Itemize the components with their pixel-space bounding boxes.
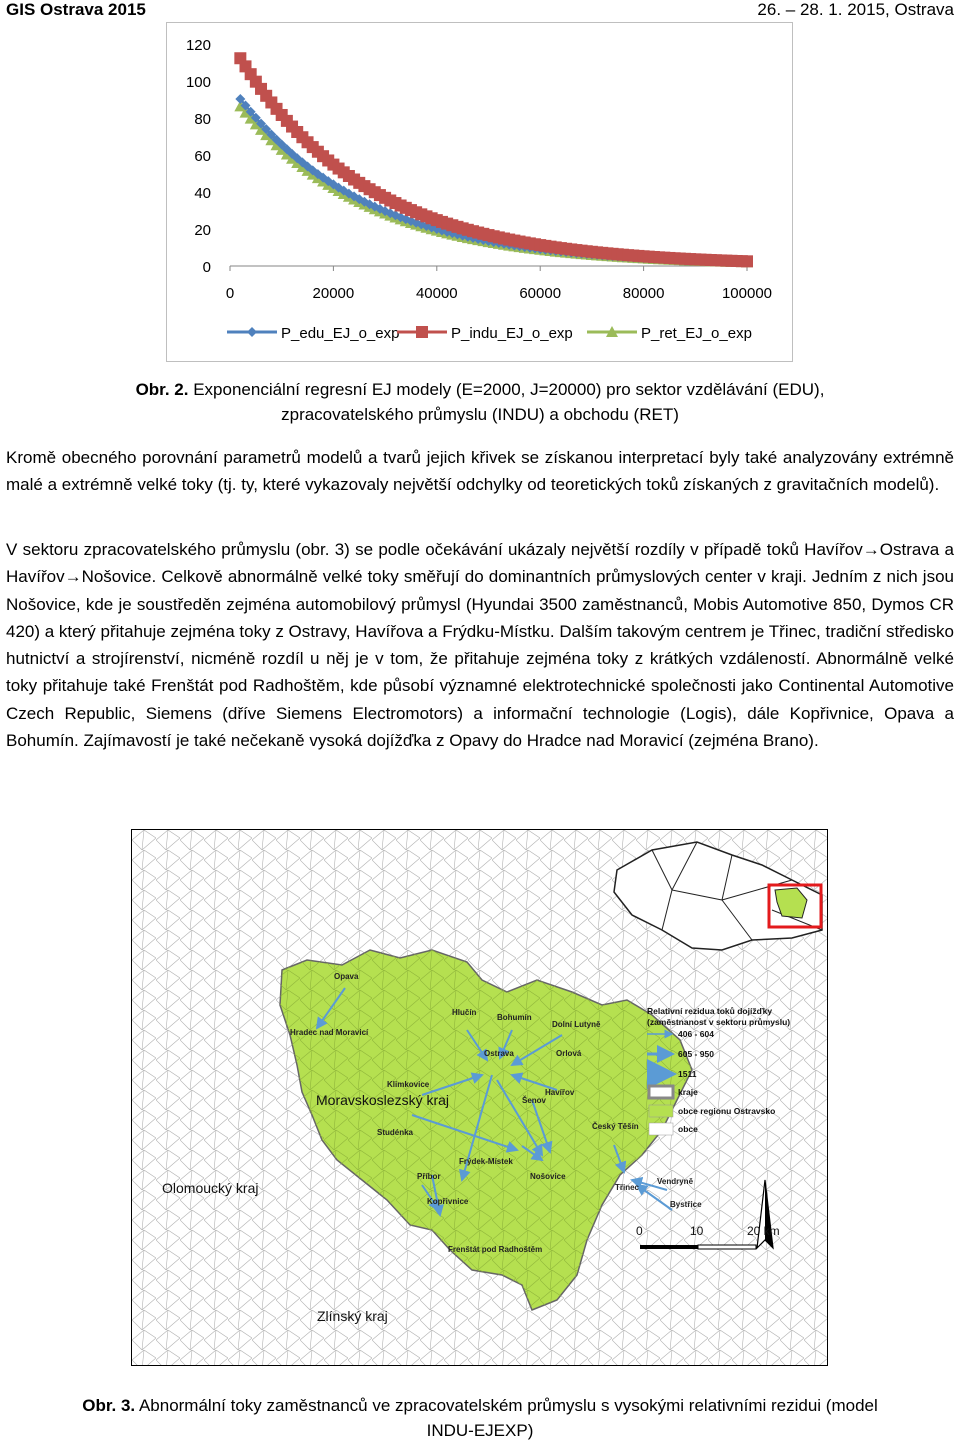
figure-3-text-1: Abnormální toky zaměstnanců ve zpracovatelském průmyslu s vysokými relativními rezidui (model (135, 1396, 878, 1415)
y-tick-label: 20 (194, 222, 211, 239)
legend-title: Relativní rezidua toků dojížďky (zaměstnanost v sektoru průmyslu) (647, 1006, 791, 1027)
paragraph-2: V sektoru zpracovatelského průmyslu (obr. 3) se podle očekávání ukázaly největší rozdíly v případě toků Havířov→Ostrava a Havířov→Nošovice. Celkově abnormálně velké toky směřují do dominantních průmyslových center v kraji. Jedním z nich jsou Nošovice, kde je soustředěn zejména automobilový průmysl (Hyundai 3500 zaměstnanců, Mobis Automotive 850, Dymos CR 420) a který přitahuje zejména toky z Ostravy, Havířova a Frýdku-Místku. Dalším takovým centrem je Třinec, tradiční středisko hutnictví a strojírenství, nicméně rozdíl u něj je v tom, že přitahuje zejména toky z krátkých vzdáleností. Abnormálně velké toky přitahuje také Frenštát pod Radhoštěm, kde působí významné elektrotechnické společnosti jako Continental Automotive Czech Republic, Siemens (dříve Siemens Electromotors) a informační technologie (Logis), dále Kopřivnice, Opava a Bohumín. Zajímavostí je také nečekaně vysoká dojížďka z Opavy do Hradce nad Moravicí (zejména Brano). (6, 540, 954, 751)
place-label-bohumin: Bohumín (497, 1013, 532, 1022)
place-label-havirov: Havířov (545, 1088, 575, 1097)
legend-label-P_ret_EJ_o_exp: P_ret_EJ_o_exp (641, 325, 752, 342)
figure-3-caption (0, 1393, 960, 1443)
region-label-olomoucky: Olomoucký kraj (162, 1180, 259, 1196)
x-tick-label: 100000 (721, 285, 773, 302)
place-label-studenka: Studénka (377, 1128, 414, 1137)
place-label-ostrava: Ostrava (484, 1049, 514, 1058)
y-tick-label: 100 (185, 74, 211, 91)
legend-marker-P_edu_EJ_o_exp (247, 327, 257, 337)
legend-marker-P_indu_EJ_o_exp (416, 326, 428, 338)
map-canvas (132, 830, 828, 1366)
y-tick-label: 80 (194, 111, 211, 128)
place-label-klimkovice: Klimkovice (387, 1080, 430, 1089)
legend-kraje: kraje (678, 1087, 698, 1097)
place-label-orlova: Orlová (556, 1049, 582, 1058)
data-point-P_indu_EJ_o_exp (741, 255, 753, 267)
place-label-frydek: Frýdek-Místek (459, 1157, 513, 1166)
figure-2-text-1: Exponenciální regresní EJ modely (E=2000, J=20000) pro sektor vzdělávání (EDU), (188, 380, 825, 399)
figure-2-caption (0, 377, 960, 427)
regression-chart (166, 22, 793, 362)
conference-title: GIS Ostrava 2015 (6, 0, 146, 19)
paragraph-1: Kromě obecného porovnání parametrů modelů a tvarů jejich křivek se získanou interpretací byly také analyzovány extrémně malé a extrémně velké toky (tj. ty, které vykazovaly největší odchylky od teoretických toků získaných z gravitačních modelů). (6, 448, 954, 495)
place-label-vendryne: Vendryně (657, 1177, 694, 1186)
y-tick-label: 120 (185, 37, 211, 54)
place-label-trinec: Třinec (615, 1183, 640, 1192)
legend-obce: obce (678, 1124, 698, 1134)
place-label-bystrice: Bystřice (670, 1200, 702, 1209)
place-label-cesky-tesin: Český Těšín (592, 1122, 639, 1131)
legend-class-1: 406 - 604 (678, 1029, 714, 1039)
y-tick-label: 60 (194, 148, 211, 165)
figure-3-label: Obr. 3. (82, 1396, 136, 1415)
x-tick-label: 20000 (312, 285, 355, 302)
region-label-zlinsky: Zlínský kraj (317, 1308, 388, 1324)
x-tick-label: 60000 (519, 285, 562, 302)
figure-2-text-2: zpracovatelského průmyslu (INDU) a obchodu (RET) (281, 405, 679, 424)
place-label-pribor: Příbor (417, 1172, 441, 1181)
place-label-hlucin: Hlučín (452, 1008, 477, 1017)
y-tick-label: 40 (194, 185, 211, 202)
figure-3-text-2: INDU-EJEXP) (426, 1421, 534, 1440)
place-label-dolni-lutyne: Dolní Lutyně (552, 1020, 601, 1029)
scale-label-10: 10 (690, 1224, 704, 1238)
chart-canvas (167, 23, 792, 361)
legend-label-P_edu_EJ_o_exp: P_edu_EJ_o_exp (281, 325, 400, 342)
place-label-opava: Opava (334, 972, 359, 981)
place-label-frenstat: Frenštát pod Radhoštěm (448, 1245, 543, 1254)
scale-label-20: 20 km (747, 1224, 780, 1238)
scale-bar (640, 1245, 756, 1249)
legend-class-3: 1511 (678, 1069, 697, 1079)
scale-label-0: 0 (636, 1224, 643, 1238)
figure-2-label: Obr. 2. (135, 380, 189, 399)
flow-map (131, 829, 828, 1366)
place-label-koprivnice: Kopřivnice (427, 1197, 469, 1206)
legend-label-P_indu_EJ_o_exp: P_indu_EJ_o_exp (451, 325, 573, 342)
y-tick-label: 0 (202, 259, 211, 276)
place-label-hradec: Hradec nad Moravicí (290, 1028, 369, 1037)
place-label-senov: Šenov (522, 1096, 547, 1105)
region-label-main: Moravskoslezský kraj (316, 1092, 450, 1108)
place-label-nosovice: Nošovice (530, 1172, 566, 1181)
legend-class-2: 605 - 950 (678, 1049, 714, 1059)
page-header (6, 0, 954, 20)
legend-obce-regionu: obce regionu Ostravsko (678, 1106, 776, 1116)
x-tick-label: 80000 (622, 285, 665, 302)
x-tick-label: 40000 (415, 285, 458, 302)
conference-date: 26. – 28. 1. 2015, Ostrava (757, 0, 954, 19)
x-tick-label: 0 (225, 285, 235, 302)
